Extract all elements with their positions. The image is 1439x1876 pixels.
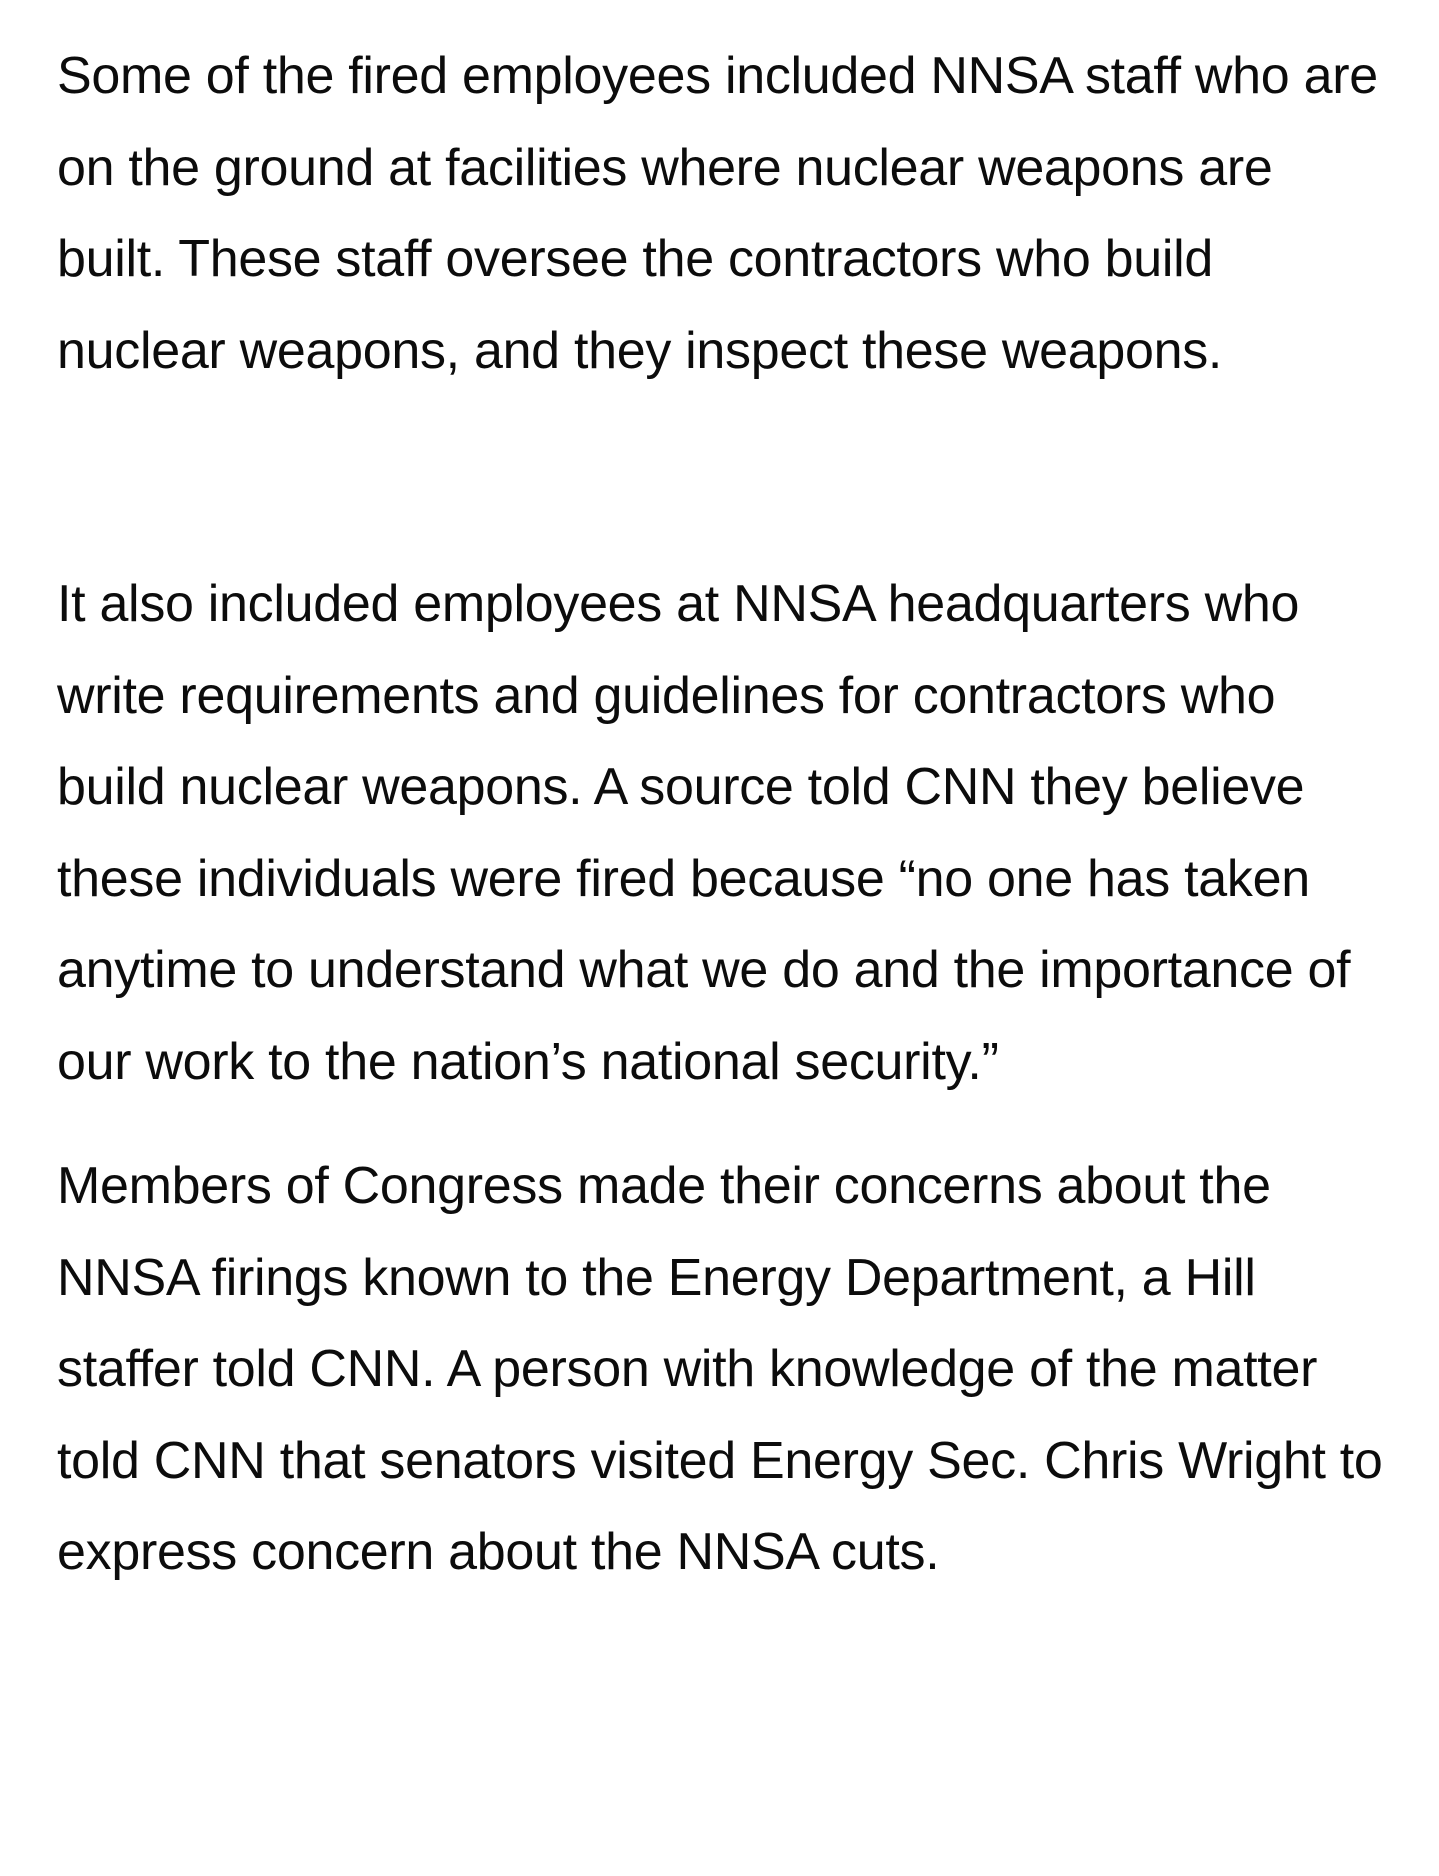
article-paragraph: It also included employees at NNSA headquarters who write requirements and guidelines for contractors who build nuclear weapons. A source told CNN they believe these individuals were fired because “no one has taken anytime to understand what we do and the importance of our work to the nation’s national security.”: [57, 575, 1351, 1091]
article-paragraph: Some of the fired employees included NNSA staff who are on the ground at facilities where nuclear weapons are built. These staff oversee the contractors who build nuclear weapons, and they inspect these weapons.: [57, 47, 1378, 380]
article-body: [57, 0, 1387, 1599]
article-paragraph: Members of Congress made their concerns about the NNSA firings known to the Energy Department, a Hill staffer told CNN. A person with knowledge of the matter told CNN that senators visited Energy Sec. Chris Wright to express concern about the NNSA cuts.: [57, 1157, 1383, 1581]
